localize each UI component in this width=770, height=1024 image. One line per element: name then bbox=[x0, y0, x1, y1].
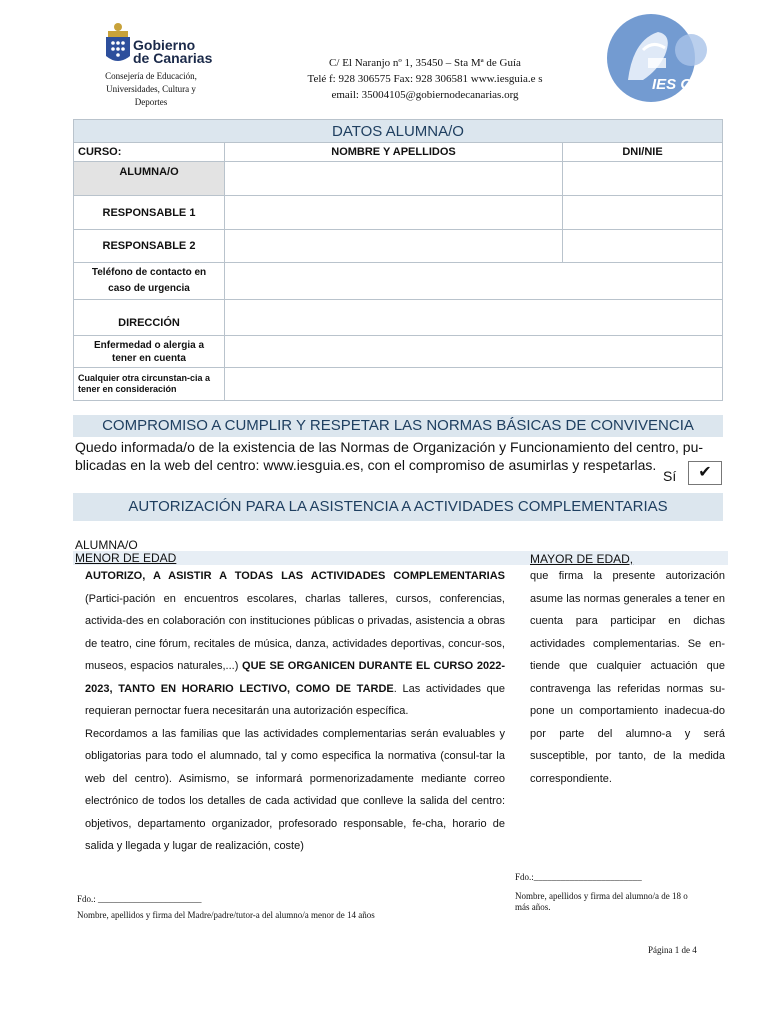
row-alumno-label: ALUMNA/O bbox=[74, 162, 225, 196]
row-direccion-label: DIRECCIÓN bbox=[74, 300, 225, 336]
autorizacion-menor-text bbox=[85, 565, 505, 858]
compromiso-title: COMPROMISO A CUMPLIR Y RESPETAR LAS NORMAS BÁSICAS DE CONVIVENCIA bbox=[73, 415, 723, 437]
resp2-nombre-field[interactable] bbox=[225, 230, 563, 263]
row-resp1-label: RESPONSABLE 1 bbox=[74, 196, 225, 230]
resp1-nombre-field[interactable] bbox=[225, 196, 563, 230]
alumno-dni-field[interactable] bbox=[563, 162, 723, 196]
resp2-dni-field[interactable] bbox=[563, 230, 723, 263]
otra-field[interactable] bbox=[225, 368, 723, 401]
menor-edad-header bbox=[75, 539, 176, 565]
row-resp2-label: RESPONSABLE 2 bbox=[74, 230, 225, 263]
school-address bbox=[270, 55, 580, 103]
page-number: Página 1 de 4 bbox=[648, 945, 697, 955]
enfermedad-field[interactable] bbox=[225, 336, 723, 368]
curso-label: CURSO: bbox=[74, 143, 225, 162]
row-telefono-label: Teléfono de contacto en caso de urgencia bbox=[74, 263, 225, 300]
mayor-edad-header: MAYOR DE EDAD, bbox=[530, 552, 634, 566]
row-enfermedad-label: Enfermedad o alergia a tener en cuenta bbox=[74, 336, 225, 368]
direccion-field[interactable] bbox=[225, 300, 723, 336]
compromiso-text: Quedo informada/o de la existencia de las Normas de Organización y Funcionamiento del centro, pu-blicadas en la web del centro: www.iesguia.es, con el compromiso de asumirlas y respetarlas. bbox=[75, 439, 704, 473]
firma-alumno-line[interactable]: Fdo.:________________________ bbox=[515, 872, 642, 882]
resp1-dni-field[interactable] bbox=[563, 196, 723, 230]
datos-alumno-table bbox=[73, 119, 723, 401]
ies-guia-logo bbox=[603, 10, 718, 120]
menor-line2: MENOR DE EDAD bbox=[75, 551, 177, 565]
menor-line1: ALUMNA/O bbox=[75, 538, 138, 552]
pernoctar-text: . Las actividades que requieran pernoctar fuera necesitarán una autorización específica. bbox=[85, 682, 505, 717]
address-line1: C/ El Naranjo nº 1, 35450 – Sta Mª de Guía bbox=[329, 57, 521, 69]
firma-alumno-caption: Nombre, apellidos y firma del alumno/a de 18 o más años. bbox=[515, 891, 688, 912]
autorizacion-title: AUTORIZACIÓN PARA LA ASISTENCIA A ACTIVIDADES COMPLEMENTARIAS bbox=[73, 493, 723, 521]
telefono-field[interactable] bbox=[225, 263, 723, 300]
recordamos-text: Recordamos a las familias que las actividades complementarias serán evaluables y obligatorias para todo el alumnado, tal y como especifica la normativa (consul-tar la web del centro). Asimismo, se informará pormenorizadamente mediante correo electrónico de todos los detalles de cada actividad que conlleve la salida del centro: objetivos, departamento organizador, profesorado responsable, fe-cha, horario de salida y llegada y lugar de realización, coste) bbox=[85, 727, 505, 852]
org-line1: Gobierno bbox=[133, 37, 196, 53]
address-line3: email: 35004105@gobiernodecanarias.org bbox=[331, 89, 519, 101]
gobierno-canarias-logo bbox=[104, 22, 132, 71]
org-line2: de Canarias bbox=[133, 50, 213, 66]
alumno-nombre-field[interactable] bbox=[225, 162, 563, 196]
org-name bbox=[133, 39, 212, 65]
dni-header: DNI/NIE bbox=[563, 143, 723, 162]
datos-title: DATOS ALUMNA/O bbox=[74, 120, 723, 143]
row-otra-label: Cualquier otra circunstan-cia a tener en consideración bbox=[74, 368, 225, 401]
si-checkbox[interactable]: ✔ bbox=[688, 461, 722, 485]
autorizo-text: (Partici-pación en encuentros escolares, charlas talleres, cursos, conferencias, activida-des en colaboración con instituciones públicas o privadas, asistencia a obras de teatro, cine fórum, recitales de música, danza, actividades deportivas, concur-sos, museos, espacios naturales,...) bbox=[85, 592, 505, 672]
nombre-header: NOMBRE Y APELLIDOS bbox=[225, 143, 563, 162]
department-name: Consejería de Educación, Universidades, Cultura y Deportes bbox=[105, 71, 197, 107]
autorizo-bold: AUTORIZO, A ASISTIR A TODAS LAS ACTIVIDADES COMPLEMENTARIAS bbox=[85, 570, 505, 582]
firma-tutor-line[interactable]: Fdo.: _______________________ bbox=[77, 894, 202, 904]
curso-bold: QUE SE ORGANICEN DURANTE EL CURSO 2022-2023, TANTO EN HORARIO LECTIVO, COMO DE TARDE bbox=[85, 660, 505, 695]
ies-guia-logo-text: IES GUÍA bbox=[652, 76, 718, 93]
autorizacion-mayor-text: que firma la presente autorización asume las normas generales a tener en cuenta para participar en dichas actividades complementarias. Se en-tiende que cualquier actuación que contravenga las referidas normas su-pone un comportamiento inadecua-do por parte del alumno-a y será susceptible, por tanto, de la medida correspondiente. bbox=[530, 570, 725, 785]
address-line2: Telé f: 928 306575 Fax: 928 306581 www.iesguia.e s bbox=[307, 73, 543, 85]
firma-tutor-caption: Nombre, apellidos y firma del Madre/padre/tutor-a del alumno/a menor de 14 años bbox=[77, 910, 375, 920]
si-label: Sí bbox=[663, 468, 677, 484]
